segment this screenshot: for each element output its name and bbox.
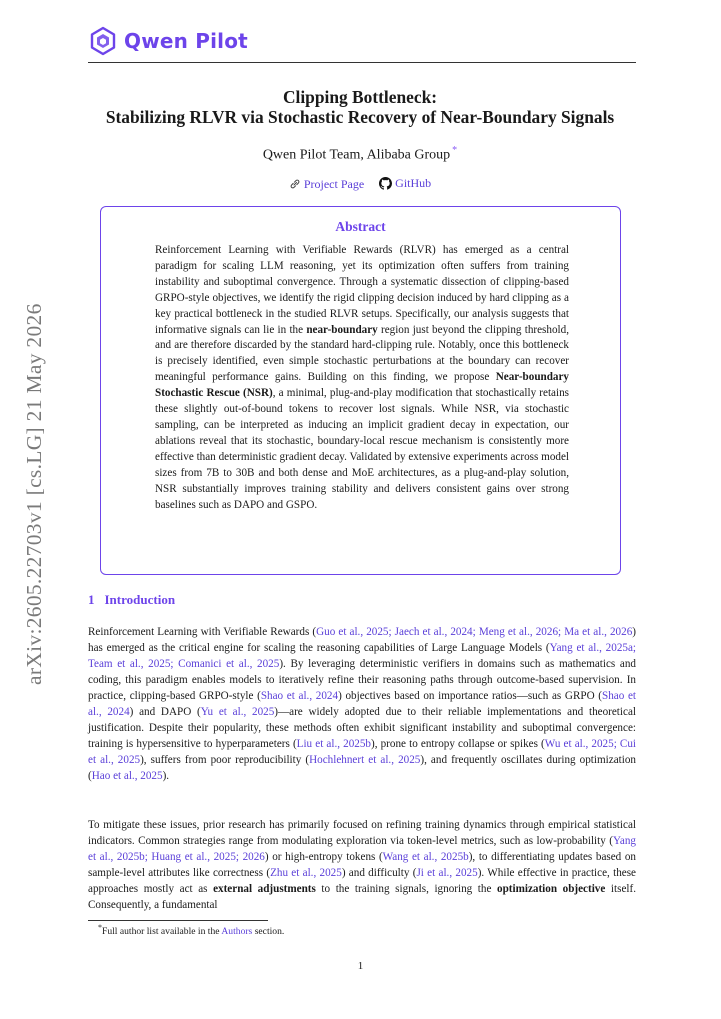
footnote <box>98 923 284 937</box>
abstract-part-2: region just beyond the clipping threshold, and are therefore discarded by the standard hard-clipping rule. Notably, once this bottleneck is precisely identified, even simple stochastic perturbations at the boundary can recover meaningful performance gains. Building on this finding, we propose <box>155 323 569 384</box>
p2-text: ). While effective in practice, these approaches mostly act as <box>88 867 636 895</box>
github-icon <box>379 177 392 190</box>
qwen-logo-icon <box>88 26 118 56</box>
citation-link[interactable]: Yang et al., 2025a; Team et al., 2025; Comanici et al., 2025 <box>88 642 637 670</box>
footnote-rule <box>88 920 268 921</box>
authors <box>60 145 660 164</box>
links-row <box>60 176 660 194</box>
section-heading <box>88 592 175 608</box>
citation-link[interactable]: Yang et al., 2025b; Huang et al., 2025; 2026 <box>88 835 636 863</box>
paper-title <box>60 87 660 127</box>
p2-text: ), to differentiating updates based on sample-level attributes like correctness ( <box>88 851 636 879</box>
citation-link[interactable]: Yu et al., 2025 <box>200 706 275 718</box>
project-page-link[interactable] <box>289 177 364 192</box>
abstract-text <box>155 243 569 513</box>
footnote-text: Full author list available in the <box>102 926 222 938</box>
citation-link[interactable]: Wang et al., 2025b <box>382 851 469 863</box>
p1-text: ). By leveraging deterministic verifiers in domains such as mathematics and coding, this paradigm enables models to iteratively refine their reasoning paths through outcome-based supervision. In practice, clipping-based GRPO-style ( <box>88 658 636 702</box>
abstract-part-3: , a minimal, plug-and-play modification that stochastically retains these slightly out-of-bound tokens to recover lost signals. While NSR, via stochastic sampling, can be interpreted as inducing an implicit gradient decay in expectation, our ablations reveal that its stochastic, boundary-local rescue mechanism is consistently more effective than deterministic gradient decay. Validated by extensive experiments across model sizes from 7B to 30B and both dense and MoE architectures, as a plug-and-play solution, NSR substantially improves training stability and delivers consistent gains over strong baselines such as DAPO and GSPO. <box>155 387 569 511</box>
intro-paragraph-2 <box>88 817 636 913</box>
project-page-label: Project Page <box>303 176 365 191</box>
p1-text: ) objectives based on importance ratios—such as GRPO ( <box>338 690 602 702</box>
emphasis-external-adjustments: external adjustments <box>213 883 316 895</box>
author-footnote-mark[interactable]: * <box>452 145 458 156</box>
page-number: 1 <box>357 960 364 972</box>
citation-link[interactable]: Hao et al., 2025 <box>91 770 163 782</box>
header-logo <box>88 26 248 56</box>
title-line-2: Stabilizing RLVR via Stochastic Recovery of Near-Boundary Signals <box>105 107 615 127</box>
abstract-emphasis-nsr: Near-boundary Stochastic Rescue (NSR) <box>155 371 569 400</box>
abstract-box <box>100 206 621 575</box>
link-icon <box>289 178 301 190</box>
citation-link[interactable]: Liu et al., 2025b <box>296 738 371 750</box>
github-label: GitHub <box>395 176 432 190</box>
p2-text: To mitigate these issues, prior research has primarily focused on refining training dynamics through empirical statistical indicators. Common strategies range from modulating exploration via token-level metrics, such as low-probability ( <box>88 819 636 847</box>
authors-section-link[interactable]: Authors <box>221 926 253 938</box>
arxiv-stamp: arXiv:2605.22703v1 [cs.LG] 21 May 2026 <box>22 303 46 685</box>
emphasis-optimization-objective: optimization objective <box>497 883 606 895</box>
footnote-text-end: section. <box>252 926 285 938</box>
citation-link[interactable]: Wu et al., 2025; Cui et al., 2025 <box>88 738 637 766</box>
abstract-heading: Abstract <box>335 219 386 234</box>
title-line-1: Clipping Bottleneck: <box>282 87 438 107</box>
p2-text: to the training signals, ignoring the <box>315 883 498 895</box>
logo-text: Qwen Pilot <box>124 29 248 53</box>
p2-text: ) and difficulty ( <box>341 867 417 879</box>
p1-text: )—are widely adopted due to their reliable implementations and theoretical justification. Despite their popularity, these methods often exhibit significant instability and suboptimal convergence: training is hypersensitive to hyperparameters ( <box>88 706 636 750</box>
citation-link[interactable]: Guo et al., 2025; Jaech et al., 2024; Meng et al., 2026; Ma et al., 2026 <box>316 626 633 638</box>
citation-link[interactable]: Zhu et al., 2025 <box>270 867 342 879</box>
citation-link[interactable]: Ji et al., 2025 <box>416 867 478 879</box>
github-link[interactable] <box>379 176 431 191</box>
p1-text: Reinforcement Learning with Verifiable Rewards ( <box>88 626 317 638</box>
p1-text: ) and DAPO ( <box>129 706 201 718</box>
section-number: 1 <box>88 592 95 607</box>
citation-link[interactable]: Shao et al., 2024 <box>88 690 636 718</box>
intro-paragraph-1 <box>88 624 636 784</box>
abstract-emphasis-near-boundary: near-boundary <box>306 323 378 336</box>
p1-text: ). <box>162 770 170 782</box>
abstract-part-1: Reinforcement Learning with Verifiable Rewards (RLVR) has emerged as a central paradigm for scaling LLM reasoning, yet its optimization often suffers from training instability and suboptimal convergence. Through a systematic dissection of clipping-based GRPO-style objectives, we identify the rigid clipping decision induced by hard clipping as a key practical bottleneck in the studied RLVR setups. Specifically, our analysis suggests that informative signals can lie in the <box>155 244 569 336</box>
p1-text: ), suffers from poor reproducibility ( <box>140 754 310 766</box>
footnote-mark: * <box>98 923 102 932</box>
p1-text: ), and frequently oscillates during optimization ( <box>88 754 636 782</box>
section-title: Introduction <box>104 592 176 607</box>
header-rule <box>88 62 636 63</box>
citation-link[interactable]: Shao et al., 2024 <box>260 690 339 702</box>
p2-text: itself. Consequently, a fundamental <box>88 883 636 911</box>
p1-text: ), prone to entropy collapse or spikes ( <box>371 738 545 750</box>
citation-link[interactable]: Hochlehnert et al., 2025 <box>309 754 421 766</box>
p1-text: ) has emerged as the critical engine for scaling the reasoning capabilities of Large Language Models ( <box>88 626 636 654</box>
p2-text: ) or high-entropy tokens ( <box>264 851 383 863</box>
author-names: Qwen Pilot Team, Alibaba Group <box>262 147 451 163</box>
